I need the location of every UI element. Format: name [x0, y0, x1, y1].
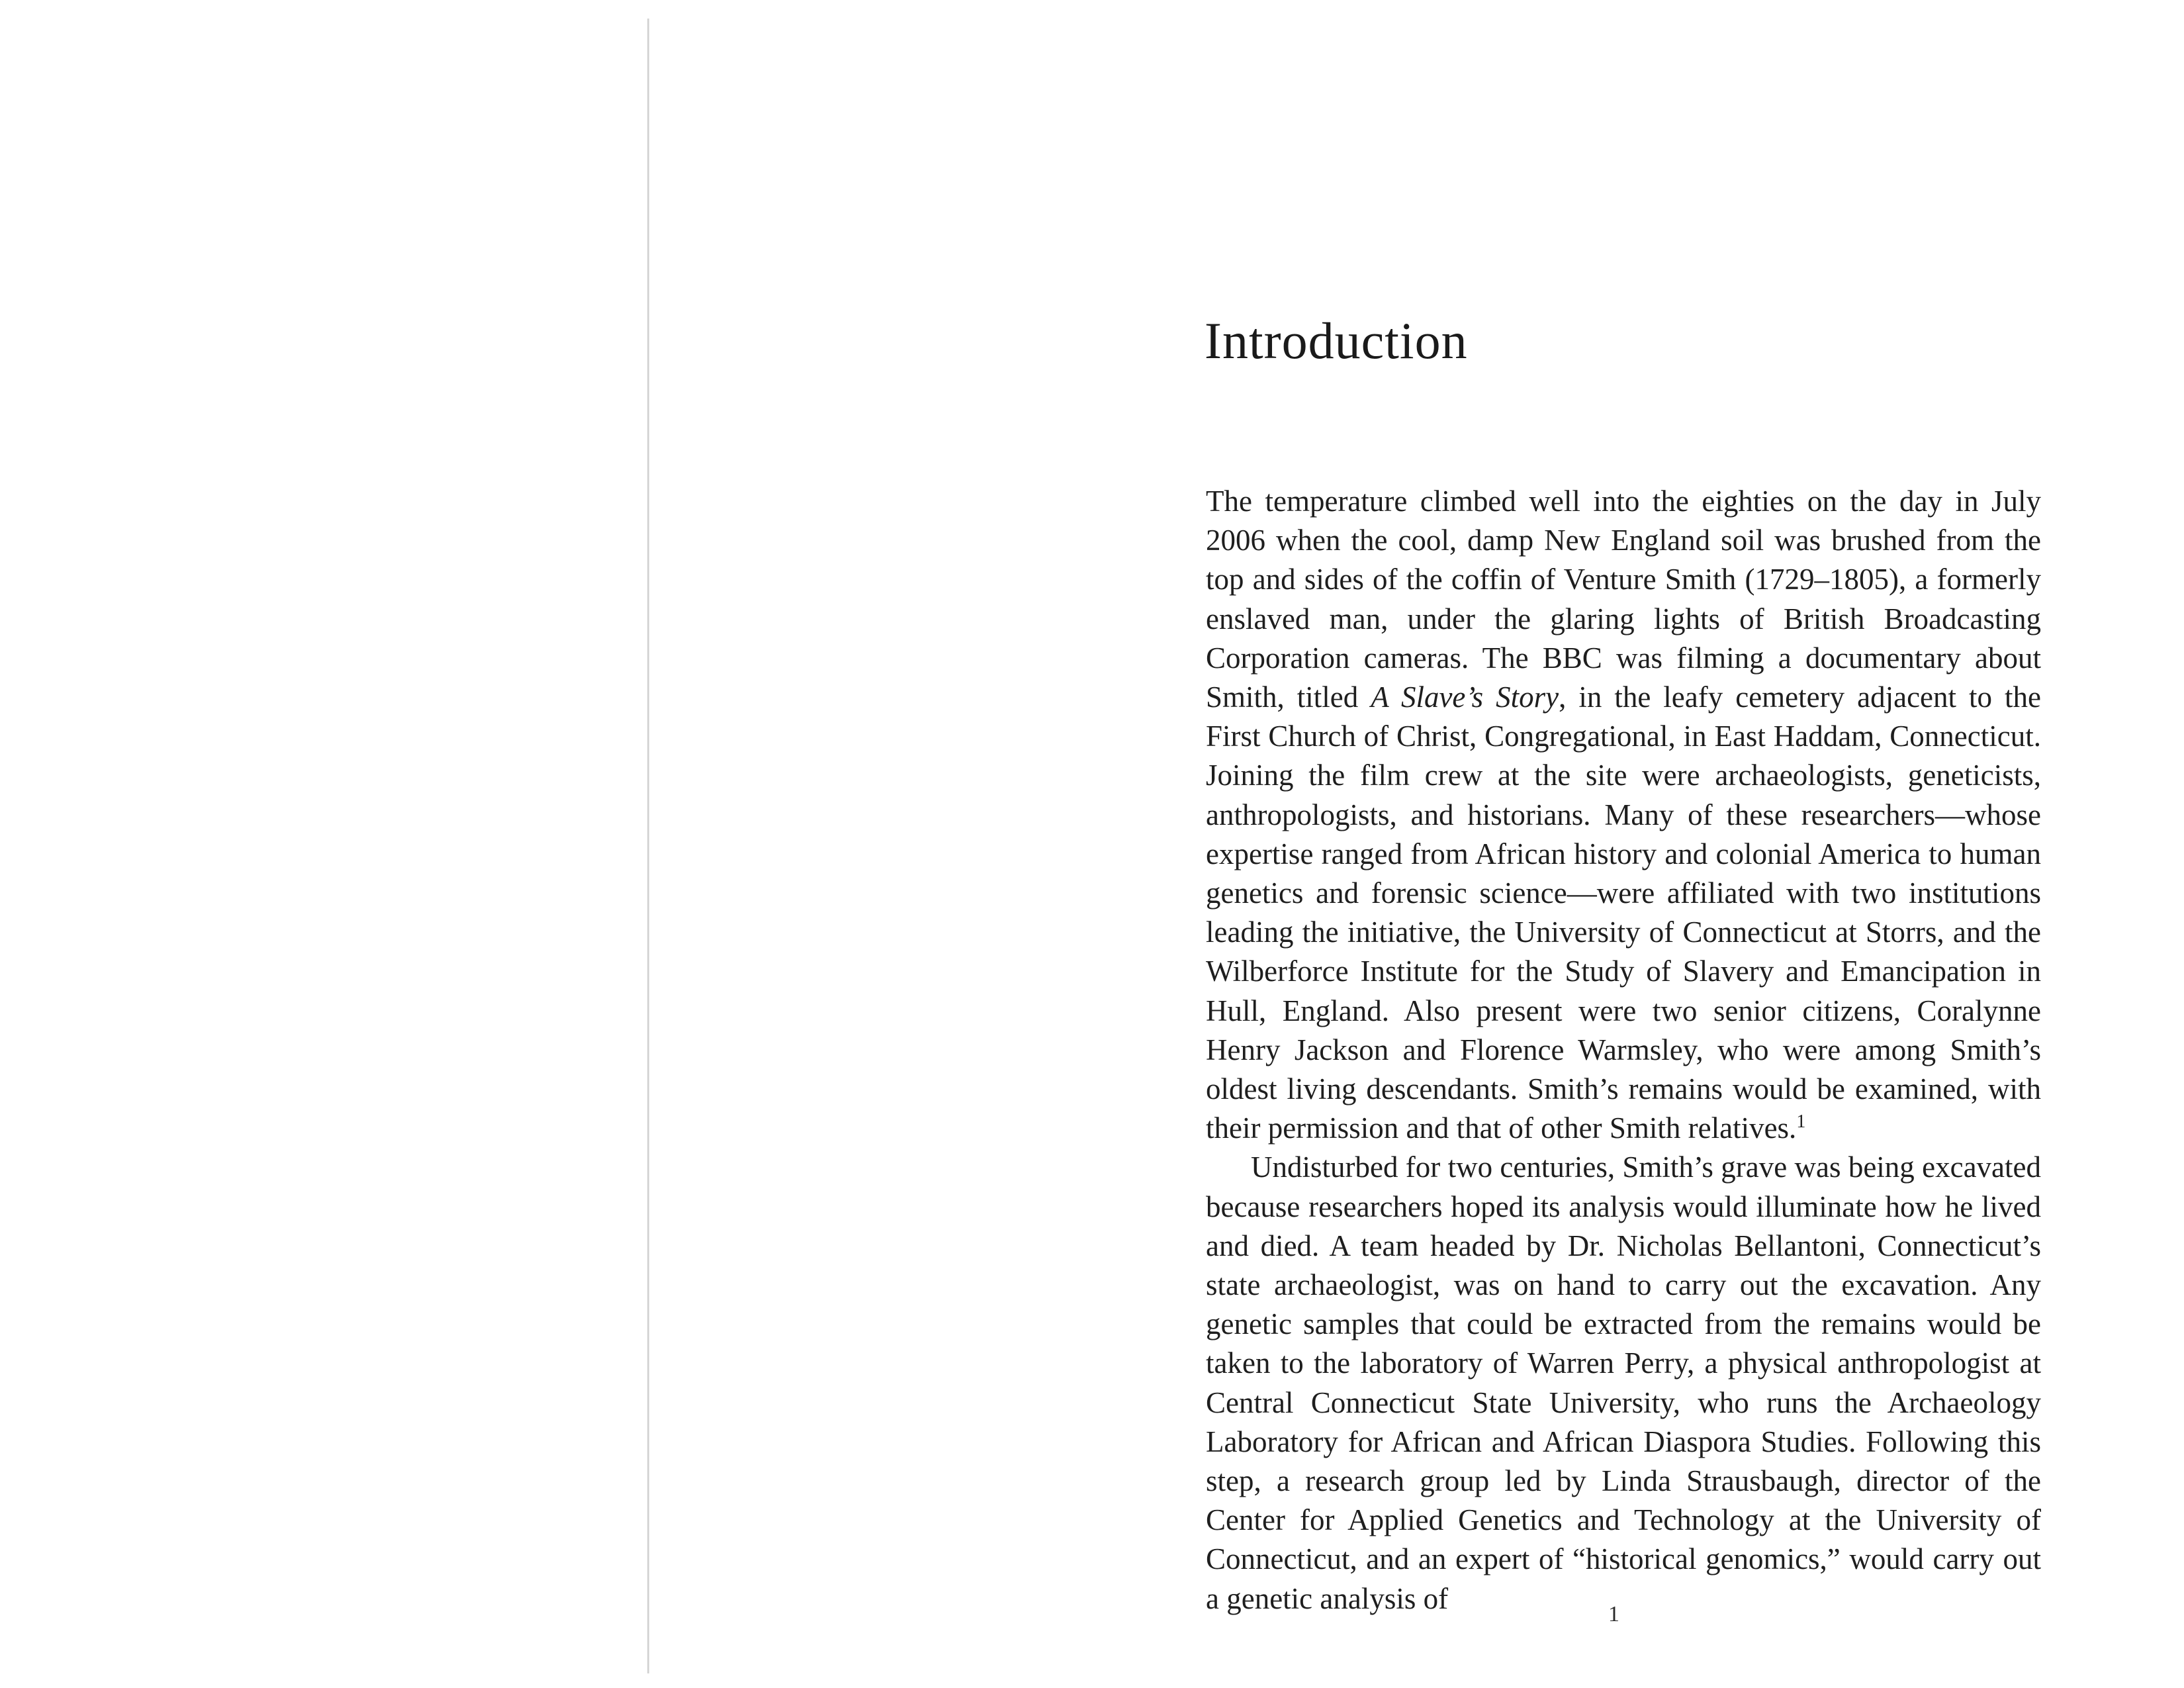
text-run: The temperature climbed well into the eighties on the day in July 2006 when the cool, damp New England soil was brushed from the top and sides of the coffin of Venture Smith (1729–1805), a formerly enslaved man, under the glaring lights of British Broadcasting Corporation cameras. The BBC was filming a documentary about Smith, titled [1206, 485, 2041, 714]
left-page-blank [0, 0, 647, 1688]
paragraph [1206, 482, 2041, 1148]
text-run: , in the leafy cemetery adjacent to the First Church of Christ, Congregational, in East Haddam, Connecticut. Joining the film crew at the site were archaeologists, geneticists, anthropologists, and historians. Many of these researchers—whose expertise ranged from African history and colonial America to human genetics and forensic science—were affiliated with two institutions leading the initiative, the University of Connecticut at Storrs, and the Wilberforce Institute for the Study of Slavery and Emancipation in Hull, England. Also present were two senior citizens, Coralynne Henry Jackson and Florence Warmsley, who were among Smith’s oldest living descendants. Smith’s remains would be examined, with their permission and that of other Smith relatives. [1206, 680, 2041, 1145]
chapter-title: Introduction [1205, 312, 1468, 369]
text-run: Undisturbed for two centuries, Smith’s grave was being excavated because researchers hoped its analysis would illuminate how he lived and died. A team headed by Dr. Nicholas Bellantoni, Connecticut’s state archaeologist, was on hand to carry out the excavation. Any genetic samples that could be extracted from the remains would be taken to the laboratory of Warren Perry, a physical anthropologist at Central Connecticut State University, who runs the Archaeology Laboratory for African and African Diaspora Studies. Following this step, a research group led by Linda Strausbaugh, director of the Center for Applied Genetics and Technology at the University of Connecticut, and an expert of “historical genomics,” would carry out a genetic analysis of [1206, 1150, 2041, 1615]
paragraph [1206, 1148, 2041, 1618]
footnote-reference: 1 [1796, 1111, 1806, 1133]
italic-title: A Slave’s Story [1371, 680, 1559, 714]
page-number: 1 [1608, 1602, 1619, 1626]
body-text [1206, 482, 2041, 1618]
